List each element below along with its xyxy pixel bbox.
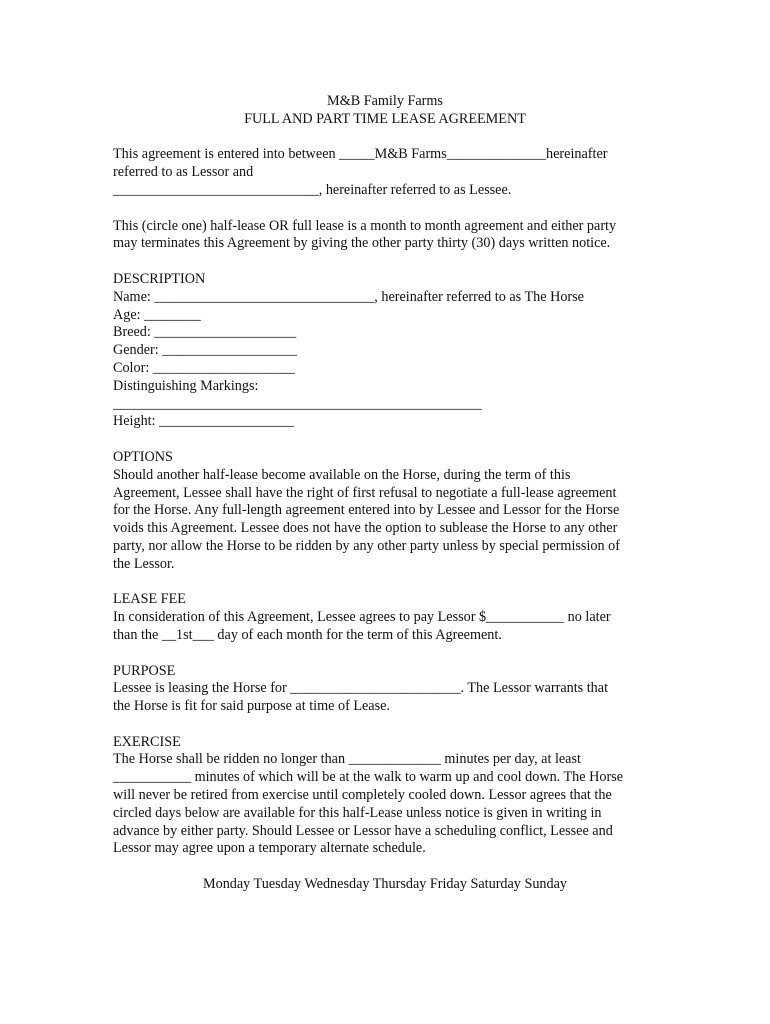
exercise-line: Lessor may agree upon a temporary alternate schedule. [113,840,426,857]
section-heading: DESCRIPTION [113,270,206,287]
term-paragraph [113,218,658,254]
options-line: party, nor allow the Horse to be ridden by any other party unless by special permission of [113,537,620,554]
section-heading: PURPOSE [113,662,176,679]
horse-gender-field: Gender: ___________________ [113,342,298,359]
exercise-line: circled days below are available for this half-Lease unless notice is given in writing in [113,804,602,821]
lease-fee-section [113,591,658,644]
options-section [113,449,658,574]
weekday-list: Monday Tuesday Wednesday Thursday Friday Saturday Sunday [202,876,568,893]
markings-blank-line: ____________________________________________________ [113,395,482,412]
lease-fee-line: than the __1st___ day of each month for the term of this Agreement. [113,626,502,643]
document-title: FULL AND PART TIME LEASE AGREEMENT [244,110,526,127]
horse-name-field: Name: _______________________________, hereinafter referred to as The Horse [113,288,584,305]
purpose-line: the Horse is fit for said purpose at time of Lease. [113,698,390,715]
purpose-section [113,663,658,716]
intro-line: referred to as Lessor and [113,164,254,181]
options-line: Agreement, Lessee shall have the right of first refusal to negotiate a full-lease agreement [113,484,617,501]
horse-age-field: Age: ________ [113,306,201,323]
horse-color-field: Color: ____________________ [113,359,295,376]
exercise-line: will never be retired from exercise until completely cooled down. Lessor agrees that the [113,787,612,804]
intro-line: _____________________________, hereinafter referred to as Lessee. [113,181,512,198]
intro-paragraph [113,146,658,199]
markings-label: Distinguishing Markings: [113,377,259,394]
description-section [113,271,658,431]
section-heading: LEASE FEE [113,591,186,608]
document-header [0,93,770,129]
intro-line: This agreement is entered into between _____M&B Farms______________hereinafter [113,146,608,163]
company-name: M&B Family Farms [327,93,443,109]
options-line: for the Horse. Any full-length agreement entered into by Lessee and Lessor for the Horse [113,502,620,519]
horse-height-field: Height: ___________________ [113,413,294,430]
exercise-line: ___________ minutes of which will be at the walk to warm up and cool down. The Horse [113,769,624,786]
options-line: voids this Agreement. Lessee does not have the option to sublease the Horse to any other [113,520,618,537]
options-line: the Lessor. [113,555,175,572]
exercise-line: The Horse shall be ridden no longer than _____________ minutes per day, at least [113,751,581,768]
section-heading: EXERCISE [113,733,181,750]
purpose-line: Lessee is leasing the Horse for ________________________. The Lessor warrants that [113,680,609,697]
options-line: Should another half-lease become available on the Horse, during the term of this [113,466,571,483]
horse-breed-field: Breed: ____________________ [113,324,297,341]
exercise-line: advance by either party. Should Lessee or Lessor have a scheduling conflict, Lessee and [113,822,613,839]
document-page [113,93,658,894]
exercise-section [113,734,658,859]
term-line: This (circle one) half-lease OR full lease is a month to month agreement and either party [113,217,617,234]
section-heading: OPTIONS [113,448,173,465]
term-line: may terminates this Agreement by giving the other party thirty (30) days written notice. [113,235,611,252]
lease-fee-line: In consideration of this Agreement, Lessee agrees to pay Lessor $___________ no later [113,609,611,626]
